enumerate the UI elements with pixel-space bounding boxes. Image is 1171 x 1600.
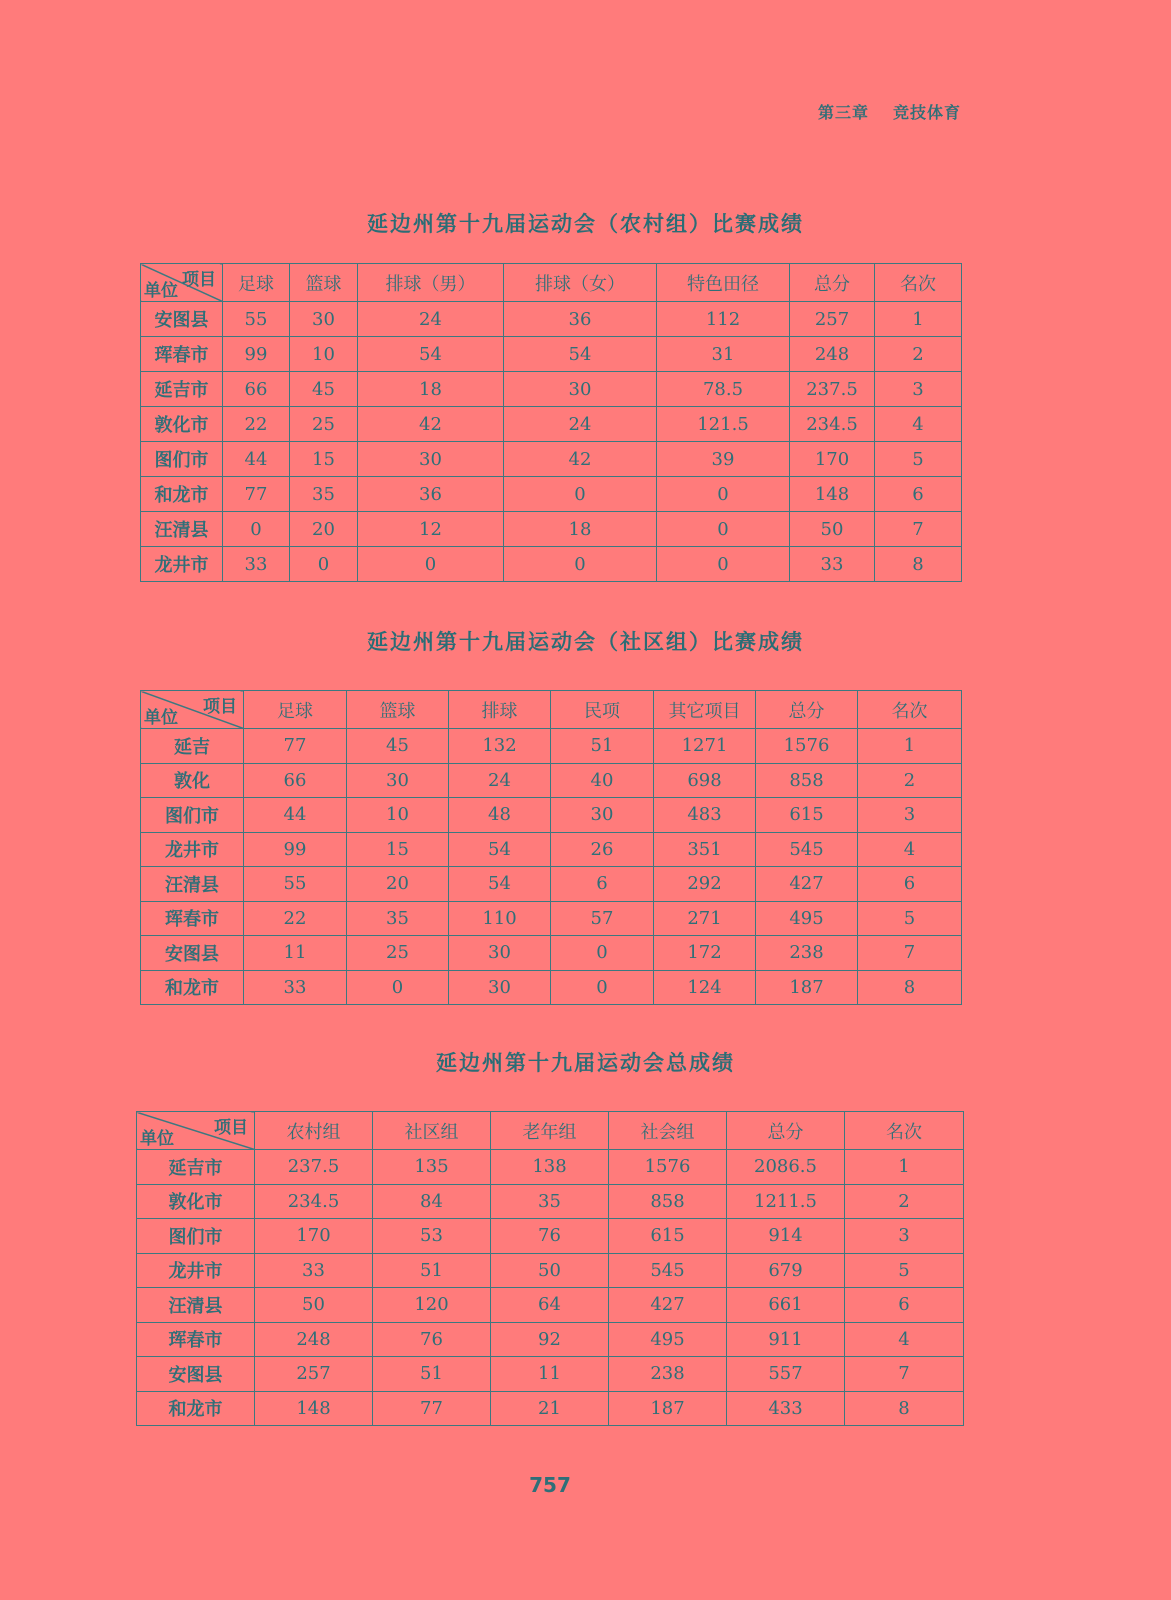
column-header: 农村组 (255, 1112, 373, 1150)
score-cell: 427 (756, 867, 858, 902)
header-row (141, 691, 962, 729)
score-cell: 51 (551, 729, 654, 764)
score-cell: 148 (790, 477, 875, 512)
column-header: 老年组 (491, 1112, 609, 1150)
score-cell: 2 (845, 1184, 964, 1219)
score-cell: 661 (727, 1288, 845, 1323)
score-cell: 54 (449, 867, 551, 902)
unit-name-cell: 珲春市 (141, 901, 244, 936)
score-cell: 238 (609, 1357, 727, 1392)
score-cell: 1576 (756, 729, 858, 764)
score-cell: 22 (223, 407, 290, 442)
score-cell: 20 (347, 867, 449, 902)
score-cell: 257 (790, 302, 875, 337)
score-cell: 99 (244, 832, 347, 867)
score-cell: 7 (845, 1357, 964, 1392)
score-cell: 135 (373, 1150, 491, 1185)
score-cell: 44 (223, 442, 290, 477)
column-header: 名次 (875, 264, 962, 302)
unit-name-cell: 安图县 (141, 936, 244, 971)
corner-unit-label: 单位 (144, 281, 178, 301)
score-cell: 84 (373, 1184, 491, 1219)
table-row (141, 512, 962, 547)
score-cell: 42 (504, 442, 657, 477)
score-cell: 33 (244, 970, 347, 1005)
score-cell: 3 (875, 372, 962, 407)
score-cell: 8 (845, 1391, 964, 1426)
score-cell: 914 (727, 1219, 845, 1254)
corner-header-cell (141, 691, 244, 729)
unit-name-cell: 龙井市 (137, 1253, 255, 1288)
score-cell: 545 (609, 1253, 727, 1288)
score-cell: 45 (290, 372, 358, 407)
score-cell: 5 (845, 1253, 964, 1288)
table-row (141, 970, 962, 1005)
table1-title: 延边州第十九届运动会（农村组）比赛成绩 (367, 211, 804, 236)
running-header (818, 100, 961, 123)
score-cell: 0 (347, 970, 449, 1005)
column-header: 名次 (858, 691, 962, 729)
score-cell: 7 (858, 936, 962, 971)
score-cell: 234.5 (255, 1184, 373, 1219)
score-cell: 21 (491, 1391, 609, 1426)
score-cell: 40 (551, 763, 654, 798)
table-row (141, 302, 962, 337)
score-cell: 292 (654, 867, 756, 902)
unit-name-cell: 延吉 (141, 729, 244, 764)
score-cell: 18 (358, 372, 504, 407)
table-row (141, 477, 962, 512)
score-cell: 10 (347, 798, 449, 833)
score-cell: 54 (504, 337, 657, 372)
column-header: 足球 (244, 691, 347, 729)
table-row (137, 1219, 964, 1254)
unit-name-cell: 龙井市 (141, 547, 223, 582)
column-header: 民项 (551, 691, 654, 729)
score-cell: 238 (756, 936, 858, 971)
score-cell: 11 (491, 1357, 609, 1392)
score-cell: 4 (845, 1322, 964, 1357)
page-number: 757 (529, 1473, 571, 1497)
score-cell: 54 (358, 337, 504, 372)
score-cell: 15 (347, 832, 449, 867)
score-cell: 858 (756, 763, 858, 798)
column-header: 社会组 (609, 1112, 727, 1150)
score-cell: 170 (790, 442, 875, 477)
score-cell: 50 (790, 512, 875, 547)
table-row (141, 337, 962, 372)
unit-name-cell: 延吉市 (137, 1150, 255, 1185)
score-cell: 1211.5 (727, 1184, 845, 1219)
table2-title: 延边州第十九届运动会（社区组）比赛成绩 (367, 629, 804, 654)
table-row (137, 1253, 964, 1288)
score-cell: 120 (373, 1288, 491, 1323)
score-cell: 4 (858, 832, 962, 867)
score-cell: 25 (347, 936, 449, 971)
table-row (137, 1391, 964, 1426)
score-cell: 615 (756, 798, 858, 833)
score-cell: 0 (551, 936, 654, 971)
unit-name-cell: 敦化市 (137, 1184, 255, 1219)
unit-name-cell: 和龙市 (137, 1391, 255, 1426)
score-cell: 6 (845, 1288, 964, 1323)
score-cell: 39 (657, 442, 790, 477)
unit-name-cell: 和龙市 (141, 477, 223, 512)
score-cell: 77 (244, 729, 347, 764)
score-cell: 66 (223, 372, 290, 407)
score-cell: 44 (244, 798, 347, 833)
score-cell: 24 (449, 763, 551, 798)
score-cell: 25 (290, 407, 358, 442)
unit-name-cell: 敦化 (141, 763, 244, 798)
unit-name-cell: 敦化市 (141, 407, 223, 442)
score-cell: 78.5 (657, 372, 790, 407)
rural-group-results-table (140, 263, 962, 582)
column-header: 其它项目 (654, 691, 756, 729)
score-cell: 33 (255, 1253, 373, 1288)
unit-name-cell: 珲春市 (137, 1322, 255, 1357)
score-cell: 187 (609, 1391, 727, 1426)
unit-name-cell: 安图县 (141, 302, 223, 337)
score-cell: 679 (727, 1253, 845, 1288)
score-cell: 615 (609, 1219, 727, 1254)
score-cell: 427 (609, 1288, 727, 1323)
unit-name-cell: 安图县 (137, 1357, 255, 1392)
score-cell: 30 (290, 302, 358, 337)
score-cell: 77 (373, 1391, 491, 1426)
unit-name-cell: 和龙市 (141, 970, 244, 1005)
table-row (141, 547, 962, 582)
column-header: 篮球 (347, 691, 449, 729)
unit-name-cell: 图们市 (141, 798, 244, 833)
table3-title: 延边州第十九届运动会总成绩 (436, 1050, 735, 1075)
score-cell: 351 (654, 832, 756, 867)
score-cell: 50 (491, 1253, 609, 1288)
score-cell: 55 (223, 302, 290, 337)
score-cell: 36 (504, 302, 657, 337)
score-cell: 0 (657, 477, 790, 512)
score-cell: 1 (858, 729, 962, 764)
table-row (141, 936, 962, 971)
score-cell: 92 (491, 1322, 609, 1357)
score-cell: 234.5 (790, 407, 875, 442)
unit-name-cell: 汪清县 (141, 512, 223, 547)
score-cell: 3 (858, 798, 962, 833)
column-header: 总分 (790, 264, 875, 302)
table-row (141, 832, 962, 867)
unit-name-cell: 龙井市 (141, 832, 244, 867)
table-row (137, 1288, 964, 1323)
score-cell: 6 (551, 867, 654, 902)
score-cell: 66 (244, 763, 347, 798)
corner-item-label: 项目 (203, 697, 237, 717)
score-cell: 33 (790, 547, 875, 582)
score-cell: 24 (358, 302, 504, 337)
header-row (137, 1112, 964, 1150)
column-header: 总分 (756, 691, 858, 729)
score-cell: 24 (504, 407, 657, 442)
chapter-label: 第三章 (817, 103, 869, 122)
score-cell: 30 (449, 970, 551, 1005)
column-header: 名次 (845, 1112, 964, 1150)
score-cell: 170 (255, 1219, 373, 1254)
score-cell: 4 (875, 407, 962, 442)
score-cell: 248 (790, 337, 875, 372)
score-cell: 0 (358, 547, 504, 582)
score-cell: 30 (551, 798, 654, 833)
score-cell: 172 (654, 936, 756, 971)
score-cell: 148 (255, 1391, 373, 1426)
column-header: 社区组 (373, 1112, 491, 1150)
corner-unit-label: 单位 (144, 708, 178, 728)
score-cell: 77 (223, 477, 290, 512)
score-cell: 1 (875, 302, 962, 337)
score-cell: 248 (255, 1322, 373, 1357)
score-cell: 64 (491, 1288, 609, 1323)
table-row (141, 901, 962, 936)
score-cell: 30 (347, 763, 449, 798)
community-group-results-table (140, 690, 962, 1005)
table-row (141, 867, 962, 902)
score-cell: 0 (223, 512, 290, 547)
score-cell: 10 (290, 337, 358, 372)
table-row (137, 1184, 964, 1219)
table-row (137, 1357, 964, 1392)
column-header: 排球（女） (504, 264, 657, 302)
score-cell: 99 (223, 337, 290, 372)
score-cell: 35 (290, 477, 358, 512)
score-cell: 433 (727, 1391, 845, 1426)
unit-name-cell: 图们市 (141, 442, 223, 477)
score-cell: 6 (875, 477, 962, 512)
score-cell: 1576 (609, 1150, 727, 1185)
score-cell: 57 (551, 901, 654, 936)
unit-name-cell: 汪清县 (137, 1288, 255, 1323)
score-cell: 48 (449, 798, 551, 833)
score-cell: 8 (858, 970, 962, 1005)
unit-name-cell: 珲春市 (141, 337, 223, 372)
unit-name-cell: 延吉市 (141, 372, 223, 407)
score-cell: 557 (727, 1357, 845, 1392)
score-cell: 121.5 (657, 407, 790, 442)
score-cell: 31 (657, 337, 790, 372)
score-cell: 1271 (654, 729, 756, 764)
score-cell: 12 (358, 512, 504, 547)
score-cell: 35 (347, 901, 449, 936)
header-row (141, 264, 962, 302)
score-cell: 0 (551, 970, 654, 1005)
score-cell: 858 (609, 1184, 727, 1219)
corner-header-cell (141, 264, 223, 302)
score-cell: 50 (255, 1288, 373, 1323)
score-cell: 271 (654, 901, 756, 936)
score-cell: 26 (551, 832, 654, 867)
score-cell: 36 (358, 477, 504, 512)
score-cell: 124 (654, 970, 756, 1005)
column-header: 排球 (449, 691, 551, 729)
section-label: 竞技体育 (892, 103, 961, 122)
table-row (141, 407, 962, 442)
score-cell: 2 (858, 763, 962, 798)
score-cell: 30 (449, 936, 551, 971)
score-cell: 257 (255, 1357, 373, 1392)
score-cell: 76 (373, 1322, 491, 1357)
table-row (141, 442, 962, 477)
corner-header-cell (137, 1112, 255, 1150)
table-row (137, 1322, 964, 1357)
corner-item-label: 项目 (182, 270, 216, 290)
score-cell: 45 (347, 729, 449, 764)
score-cell: 30 (358, 442, 504, 477)
corner-unit-label: 单位 (140, 1129, 174, 1149)
score-cell: 55 (244, 867, 347, 902)
score-cell: 51 (373, 1253, 491, 1288)
overall-results-table (136, 1111, 964, 1426)
score-cell: 5 (875, 442, 962, 477)
score-cell: 237.5 (790, 372, 875, 407)
score-cell: 5 (858, 901, 962, 936)
score-cell: 35 (491, 1184, 609, 1219)
score-cell: 911 (727, 1322, 845, 1357)
score-cell: 0 (504, 477, 657, 512)
table-row (141, 372, 962, 407)
score-cell: 2 (875, 337, 962, 372)
score-cell: 15 (290, 442, 358, 477)
score-cell: 698 (654, 763, 756, 798)
score-cell: 76 (491, 1219, 609, 1254)
score-cell: 6 (858, 867, 962, 902)
score-cell: 2086.5 (727, 1150, 845, 1185)
table-row (137, 1150, 964, 1185)
score-cell: 42 (358, 407, 504, 442)
column-header: 总分 (727, 1112, 845, 1150)
score-cell: 18 (504, 512, 657, 547)
score-cell: 483 (654, 798, 756, 833)
unit-name-cell: 图们市 (137, 1219, 255, 1254)
score-cell: 20 (290, 512, 358, 547)
corner-item-label: 项目 (214, 1118, 248, 1138)
table-row (141, 729, 962, 764)
score-cell: 8 (875, 547, 962, 582)
score-cell: 545 (756, 832, 858, 867)
score-cell: 187 (756, 970, 858, 1005)
table-row (141, 798, 962, 833)
score-cell: 495 (756, 901, 858, 936)
unit-name-cell: 汪清县 (141, 867, 244, 902)
score-cell: 110 (449, 901, 551, 936)
column-header: 特色田径 (657, 264, 790, 302)
score-cell: 132 (449, 729, 551, 764)
score-cell: 30 (504, 372, 657, 407)
score-cell: 33 (223, 547, 290, 582)
score-cell: 1 (845, 1150, 964, 1185)
score-cell: 3 (845, 1219, 964, 1254)
score-cell: 112 (657, 302, 790, 337)
score-cell: 495 (609, 1322, 727, 1357)
table-row (141, 763, 962, 798)
score-cell: 0 (290, 547, 358, 582)
score-cell: 0 (657, 512, 790, 547)
score-cell: 53 (373, 1219, 491, 1254)
score-cell: 237.5 (255, 1150, 373, 1185)
score-cell: 22 (244, 901, 347, 936)
column-header: 排球（男） (358, 264, 504, 302)
score-cell: 11 (244, 936, 347, 971)
score-cell: 138 (491, 1150, 609, 1185)
score-cell: 0 (504, 547, 657, 582)
score-cell: 54 (449, 832, 551, 867)
score-cell: 51 (373, 1357, 491, 1392)
column-header: 足球 (223, 264, 290, 302)
score-cell: 0 (657, 547, 790, 582)
column-header: 篮球 (290, 264, 358, 302)
score-cell: 7 (875, 512, 962, 547)
